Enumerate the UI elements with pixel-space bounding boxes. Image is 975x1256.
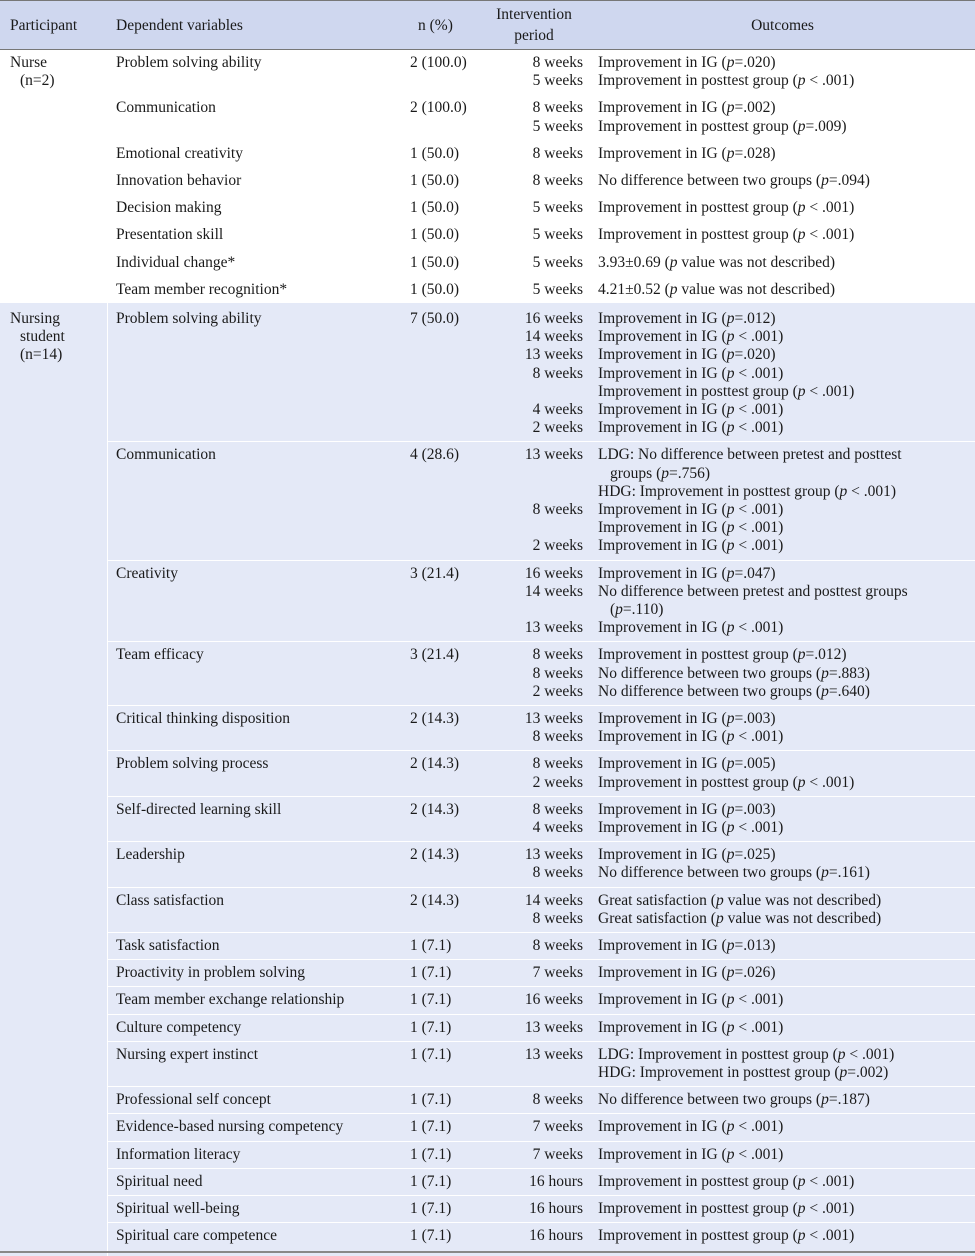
n-percent: 1 (7.1) [410, 964, 452, 982]
period-line: 7 weeks [532, 1145, 583, 1163]
period-line: 16 hours [529, 1200, 583, 1217]
n-percent: 1 (7.1) [410, 1172, 452, 1190]
n-percent: 1 (50.0) [410, 226, 460, 244]
period-line: 13 weeks [524, 1018, 583, 1036]
outcome-line: HDG: Improvement in posttest group (p < .001) [598, 482, 897, 500]
outcome-line: Improvement in posttest group (p < .001) [598, 382, 855, 400]
header-n-percent: n (%) [418, 17, 453, 34]
n-percent: 1 (7.1) [410, 1091, 452, 1109]
period-line: 2 weeks [532, 419, 583, 437]
period-line: 14 weeks [524, 328, 583, 346]
outcome-line: Improvement in IG (p=.003) [598, 710, 776, 727]
period-line: 8 weeks [532, 728, 583, 746]
dependent-variable: Individual change* [116, 253, 236, 271]
period-line: 5 weeks [532, 199, 583, 217]
outcome [598, 1046, 894, 1082]
period-line: 2 weeks [532, 537, 583, 555]
period-line: 2 weeks [532, 773, 583, 791]
outcome-line: Improvement in posttest group (p < .001) [598, 1172, 855, 1190]
period-line: 4 weeks [532, 400, 583, 418]
n-percent: 2 (14.3) [410, 846, 460, 864]
period-line: 8 weeks [532, 864, 583, 882]
n-percent: 1 (50.0) [410, 280, 460, 298]
n-percent: 2 (14.3) [410, 891, 460, 909]
period-line: 8 weeks [532, 909, 583, 927]
intervention-period [480, 991, 583, 1009]
n-percent: 2 (14.3) [410, 800, 460, 818]
outcome-line: Improvement in IG (p < .001) [598, 1118, 784, 1136]
period-line: 13 weeks [524, 346, 583, 364]
period-line: 2 weeks [532, 682, 583, 700]
period-line: 8 weeks [532, 755, 583, 773]
row-separator [107, 796, 975, 797]
period-line: 4 weeks [532, 818, 583, 836]
outcome [598, 1019, 783, 1037]
outcome-line: (p=.110) [610, 600, 664, 618]
outcome [598, 755, 854, 791]
outcome-line: No difference between two groups (p=.640) [598, 682, 870, 700]
n-percent: 1 (7.1) [410, 1045, 452, 1063]
participant-label-line: (n=2) [20, 72, 55, 90]
outcome [598, 54, 854, 90]
n-percent: 2 (100.0) [410, 99, 467, 117]
dependent-variable: Information literacy [116, 1145, 241, 1163]
dependent-variable: Communication [116, 446, 216, 464]
outcome-line: No difference between two groups (p=.094) [598, 172, 870, 189]
outcome-line: Improvement in IG (p < .001) [598, 519, 784, 537]
outcome-line: Improvement in IG (p < .001) [598, 1145, 784, 1163]
n-percent: 1 (7.1) [410, 1118, 452, 1136]
intervention-period [480, 646, 583, 701]
outcome [598, 937, 775, 955]
outcome-line: Improvement in IG (p=.005) [598, 755, 776, 773]
dependent-variable: Nursing expert instinct [116, 1045, 259, 1063]
row-separator [107, 1041, 975, 1042]
intervention-period [480, 446, 583, 555]
outcome [598, 565, 908, 638]
dependent-variable: Team member recognition* [116, 280, 288, 298]
outcome-line: Improvement in posttest group (p < .001) [598, 773, 855, 791]
period-line: 7 weeks [532, 1118, 583, 1136]
period-line: 8 weeks [532, 364, 583, 382]
period-line [480, 519, 583, 537]
dependent-variable: Decision making [116, 199, 222, 217]
outcome [598, 199, 854, 217]
intervention-period [480, 1019, 583, 1037]
row-separator [107, 841, 975, 842]
participant-label-line: (n=14) [20, 346, 63, 364]
outcome-line: Improvement in IG (p=.047) [598, 564, 776, 582]
outcome [598, 254, 835, 272]
intervention-period [480, 1091, 583, 1109]
outcome-line: Improvement in posttest group (p < .001) [598, 1200, 855, 1217]
outcome [598, 1227, 854, 1245]
outcome-line: Improvement in IG (p=.026) [598, 964, 776, 982]
table-header [0, 0, 975, 50]
dependent-variable: Class satisfaction [116, 891, 225, 909]
intervention-period [480, 1173, 583, 1191]
row-separator [107, 986, 975, 987]
outcome-line: Improvement in posttest group (p=.012) [598, 646, 847, 664]
dependent-variable: Spiritual need [116, 1172, 203, 1190]
outcome-line: Improvement in posttest group (p < .001) [598, 199, 855, 217]
period-line [480, 465, 583, 483]
n-percent: 1 (50.0) [410, 253, 460, 271]
header-participant: Participant [10, 17, 78, 34]
period-line: 13 weeks [524, 446, 583, 464]
participant-label [10, 310, 65, 365]
outcome-line: Improvement in IG (p < .001) [598, 818, 784, 836]
outcome-line: Improvement in IG (p < .001) [598, 991, 784, 1009]
outcome-line: Great satisfaction (p value was not described) [598, 891, 882, 909]
period-line: 8 weeks [532, 144, 583, 162]
row-separator [107, 1222, 975, 1223]
period-line [480, 483, 583, 501]
intervention-period [480, 892, 583, 928]
outcome-line: Improvement in IG (p < .001) [598, 537, 784, 555]
intervention-period [480, 54, 583, 90]
header-period-line1: Intervention [496, 6, 572, 23]
outcome [598, 846, 870, 882]
period-line: 8 weeks [532, 54, 583, 71]
n-percent: 1 (50.0) [410, 199, 460, 217]
period-line: 13 weeks [524, 1045, 583, 1063]
outcome [598, 310, 854, 437]
intervention-period [480, 710, 583, 746]
dependent-variable: Proactivity in problem solving [116, 964, 305, 982]
n-percent: 1 (7.1) [410, 1200, 452, 1217]
outcome [598, 446, 902, 555]
participant-label [10, 54, 55, 90]
outcome [598, 964, 775, 982]
n-percent: 7 (50.0) [410, 310, 460, 327]
intervention-period [480, 254, 583, 272]
dependent-variable: Problem solving ability [116, 54, 262, 71]
outcome-line: Improvement in IG (p=.025) [598, 846, 776, 864]
period-line: 5 weeks [532, 280, 583, 298]
outcome [598, 801, 783, 837]
outcome-line: No difference between two groups (p=.187) [598, 1091, 870, 1109]
period-line: 8 weeks [532, 172, 583, 189]
n-percent: 1 (7.1) [410, 1145, 452, 1163]
n-percent: 1 (50.0) [410, 144, 460, 162]
participant-label-line: student [20, 328, 65, 346]
period-line: 13 weeks [524, 619, 583, 637]
period-line: 16 weeks [524, 310, 583, 327]
period-line: 8 weeks [532, 664, 583, 682]
n-percent: 1 (50.0) [410, 172, 460, 189]
period-line [480, 383, 583, 401]
outcome-line: Improvement in IG (p < .001) [598, 419, 784, 437]
n-percent: 1 (7.1) [410, 991, 452, 1009]
period-line: 8 weeks [532, 800, 583, 818]
intervention-period [480, 99, 583, 135]
intervention-period [480, 565, 583, 638]
period-line: 8 weeks [532, 646, 583, 664]
outcome [598, 172, 870, 190]
intervention-period [480, 1227, 583, 1245]
outcome-line: Improvement in IG (p=.013) [598, 937, 776, 954]
dependent-variable: Problem solving process [116, 755, 269, 773]
outcome-line: Improvement in posttest group (p < .001) [598, 226, 855, 244]
intervention-period [480, 226, 583, 244]
outcome-line: Improvement in IG (p < .001) [598, 1018, 784, 1036]
outcome [598, 1200, 854, 1218]
intervention-period [480, 1046, 583, 1064]
outcome-line: Improvement in IG (p < .001) [598, 500, 784, 518]
intervention-period [480, 846, 583, 882]
outcome [598, 1091, 870, 1109]
intervention-period [480, 937, 583, 955]
intervention-period [480, 1146, 583, 1164]
period-line: 8 weeks [532, 1091, 583, 1109]
dependent-variable: Presentation skill [116, 226, 224, 244]
period-line: 16 hours [529, 1172, 583, 1190]
intervention-period [480, 281, 583, 299]
intervention-period [480, 755, 583, 791]
intervention-period [480, 199, 583, 217]
intervention-period [480, 145, 583, 163]
header-period-line2: period [514, 27, 554, 44]
dependent-variable: Spiritual care competence [116, 1227, 277, 1245]
header-intervention-period [480, 4, 588, 46]
header-outcomes: Outcomes [751, 17, 814, 34]
participant-label-line: Nursing [10, 310, 60, 327]
row-separator [107, 705, 975, 706]
dependent-variable: Emotional creativity [116, 144, 243, 162]
outcome-line: Improvement in posttest group (p=.009) [598, 117, 847, 135]
dependent-variable: Evidence-based nursing competency [116, 1118, 344, 1136]
n-percent: 1 (7.1) [410, 937, 452, 954]
intervention-period [480, 310, 583, 437]
period-line: 7 weeks [532, 964, 583, 982]
intervention-period [480, 172, 583, 190]
row-separator [107, 560, 975, 561]
period-line: 5 weeks [532, 253, 583, 271]
outcome [598, 1118, 783, 1136]
row-separator [107, 1113, 975, 1114]
row-separator [107, 750, 975, 751]
outcome-line: groups (p=.756) [610, 464, 711, 482]
outcome-line: Improvement in posttest group (p < .001) [598, 1227, 855, 1245]
outcome [598, 99, 847, 135]
participant-label-line: Nurse [10, 54, 48, 71]
outcome-line: Improvement in IG (p=.012) [598, 310, 776, 327]
outcome-line: No difference between two groups (p=.161) [598, 864, 870, 882]
outcome-line: Great satisfaction (p value was not described) [598, 909, 882, 927]
n-percent: 1 (7.1) [410, 1227, 452, 1245]
outcome-line: 4.21±0.52 (p value was not described) [598, 280, 836, 298]
period-line: 16 weeks [524, 564, 583, 582]
outcome-line: Improvement in IG (p < .001) [598, 328, 784, 346]
dependent-variable: Communication [116, 99, 216, 117]
outcome [598, 1173, 854, 1191]
outcome-line: Improvement in IG (p=.020) [598, 346, 776, 364]
row-separator [107, 932, 975, 933]
period-line: 13 weeks [524, 846, 583, 864]
period-line: 8 weeks [532, 937, 583, 954]
dependent-variable: Problem solving ability [116, 310, 262, 327]
period-line: 13 weeks [524, 710, 583, 727]
outcome-line: Improvement in IG (p < .001) [598, 728, 784, 746]
row-separator [107, 441, 975, 442]
outcome [598, 1146, 783, 1164]
outcome [598, 892, 881, 928]
row-separator [107, 887, 975, 888]
n-percent: 4 (28.6) [410, 446, 460, 464]
dependent-variable: Task satisfaction [116, 937, 220, 954]
period-line: 8 weeks [532, 99, 583, 117]
outcome-line: Improvement in IG (p < .001) [598, 400, 784, 418]
n-percent: 2 (100.0) [410, 54, 467, 71]
n-percent: 1 (7.1) [410, 1018, 452, 1036]
outcome-line: LDG: No difference between pretest and posttest [598, 446, 902, 464]
row-separator [107, 1195, 975, 1196]
period-line: 14 weeks [524, 891, 583, 909]
period-line [480, 601, 583, 619]
dependent-variable: Team efficacy [116, 646, 204, 664]
outcome-line: Improvement in IG (p=.020) [598, 54, 776, 71]
n-percent: 2 (14.3) [410, 710, 460, 727]
n-percent: 2 (14.3) [410, 755, 460, 773]
outcome-line: No difference between two groups (p=.883) [598, 664, 870, 682]
outcome [598, 646, 870, 701]
intervention-period [480, 1118, 583, 1136]
row-separator [107, 959, 975, 960]
table-bottom-rule [0, 1251, 975, 1253]
outcome [598, 991, 783, 1009]
dependent-variable: Leadership [116, 846, 185, 864]
outcome [598, 710, 783, 746]
outcome-line: LDG: Improvement in posttest group (p < .001) [598, 1045, 895, 1063]
outcome-line: HDG: Improvement in posttest group (p=.002) [598, 1063, 889, 1081]
outcome-line: Improvement in IG (p < .001) [598, 619, 784, 637]
outcome [598, 226, 854, 244]
outcome-line: Improvement in IG (p < .001) [598, 364, 784, 382]
dependent-variable: Innovation behavior [116, 172, 242, 189]
intervention-period [480, 1200, 583, 1218]
row-separator [107, 1086, 975, 1087]
outcome-line: Improvement in IG (p=.028) [598, 144, 776, 162]
row-separator [107, 1014, 975, 1015]
period-line: 5 weeks [532, 72, 583, 90]
row-separator [107, 1141, 975, 1142]
row-separator [107, 1168, 975, 1169]
outcome-line: 3.93±0.69 (p value was not described) [598, 253, 836, 271]
dependent-variable: Culture competency [116, 1018, 242, 1036]
dependent-variable: Self-directed learning skill [116, 800, 282, 818]
period-line: 8 weeks [532, 500, 583, 518]
period-line: 5 weeks [532, 226, 583, 244]
dependent-variable: Critical thinking disposition [116, 710, 290, 727]
period-line: 5 weeks [532, 117, 583, 135]
period-line: 14 weeks [524, 582, 583, 600]
period-line: 16 hours [529, 1227, 583, 1245]
dependent-variable: Spiritual well-being [116, 1200, 240, 1217]
period-line: 16 weeks [524, 991, 583, 1009]
outcome-line: No difference between pretest and posttest groups [598, 582, 908, 600]
outcome-line: Improvement in IG (p=.003) [598, 800, 776, 818]
row-separator [107, 641, 975, 642]
intervention-period [480, 964, 583, 982]
n-percent: 3 (21.4) [410, 564, 460, 582]
outcome-line: Improvement in posttest group (p < .001) [598, 72, 855, 90]
outcome-line: Improvement in IG (p=.002) [598, 99, 776, 117]
dependent-variable: Professional self concept [116, 1091, 271, 1109]
intervention-period [480, 801, 583, 837]
dependent-variable: Creativity [116, 564, 178, 582]
dependent-variable: Team member exchange relationship [116, 991, 345, 1009]
outcome [598, 145, 775, 163]
outcome [598, 281, 835, 299]
header-dependent-variables: Dependent variables [116, 17, 243, 34]
n-percent: 3 (21.4) [410, 646, 460, 664]
